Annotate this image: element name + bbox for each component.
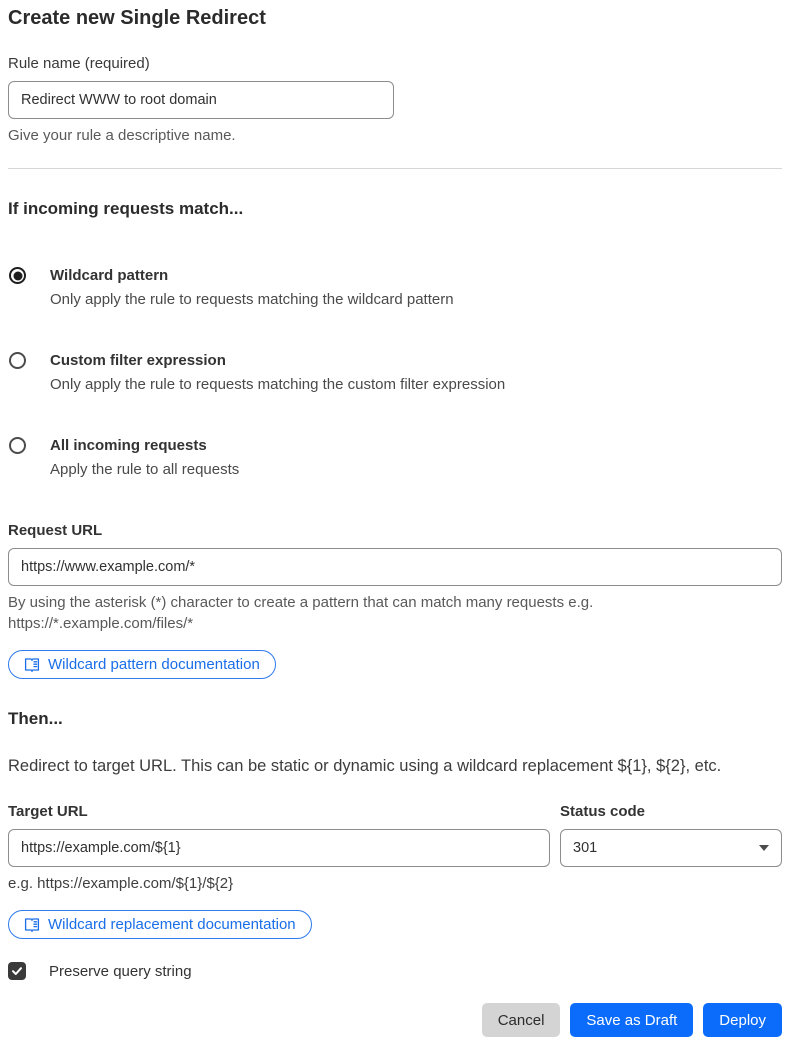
- radio-option-label[interactable]: Custom filter expression: [50, 352, 226, 369]
- target-url-group: [8, 801, 550, 894]
- checkmark-icon: [11, 965, 23, 977]
- match-section-heading: If incoming requests match...: [8, 199, 244, 218]
- match-type-radio-group: [8, 265, 782, 480]
- book-icon: [24, 917, 40, 933]
- deploy-button[interactable]: Deploy: [703, 1003, 782, 1037]
- then-section-heading: Then...: [8, 709, 63, 728]
- radio-option-description: Apply the rule to all requests: [50, 461, 240, 478]
- request-url-helper: [8, 592, 782, 634]
- book-icon: [24, 657, 40, 673]
- radio-option-label[interactable]: Wildcard pattern: [50, 267, 169, 284]
- radio-option-description: Only apply the rule to requests matching the custom filter expression: [50, 376, 506, 393]
- rule-name-helper: Give your rule a descriptive name.: [8, 127, 236, 144]
- wildcard-pattern-docs-label: Wildcard pattern documentation: [48, 656, 260, 673]
- section-divider: [8, 168, 782, 169]
- status-code-select[interactable]: [560, 829, 782, 867]
- wildcard-replacement-docs-button[interactable]: [8, 910, 312, 939]
- target-url-helper: e.g. https://example.com/${1}/${2}: [8, 875, 234, 892]
- target-url-label: Target URL: [8, 803, 88, 820]
- rule-name-group: [8, 53, 782, 146]
- request-url-group: [8, 520, 782, 679]
- page-title: Create new Single Redirect: [8, 7, 266, 29]
- request-url-helper-line1: By using the asterisk (*) character to create a pattern that can match many requests e.g.: [8, 594, 594, 611]
- radio-option-all-requests[interactable]: [8, 435, 782, 480]
- preserve-query-checkbox[interactable]: [8, 962, 26, 980]
- target-row: [8, 801, 782, 894]
- replacement-docs-wrap: [8, 894, 782, 939]
- request-url-helper-line2: https://*.example.com/files/*: [8, 615, 194, 632]
- target-url-input[interactable]: [8, 829, 550, 867]
- preserve-query-label[interactable]: Preserve query string: [49, 962, 192, 980]
- radio-option-wildcard-pattern[interactable]: [8, 265, 782, 310]
- radio-button[interactable]: [9, 352, 26, 369]
- rule-name-label: Rule name (required): [8, 55, 150, 72]
- then-description: Redirect to target URL. This can be static or dynamic using a wildcard replacement ${1}, ${2}, etc.: [8, 757, 722, 775]
- request-url-input[interactable]: [8, 548, 782, 586]
- chevron-down-icon: [759, 845, 769, 851]
- radio-button[interactable]: [9, 267, 26, 284]
- status-code-value: 301: [573, 840, 598, 856]
- footer-actions: [8, 1003, 782, 1037]
- radio-option-label[interactable]: All incoming requests: [50, 437, 207, 454]
- wildcard-pattern-docs-button[interactable]: [8, 650, 276, 679]
- request-url-label: Request URL: [8, 522, 103, 539]
- status-code-label: Status code: [560, 803, 646, 820]
- cancel-button[interactable]: Cancel: [482, 1003, 561, 1037]
- radio-option-description: Only apply the rule to requests matching the wildcard pattern: [50, 291, 454, 308]
- rule-name-input[interactable]: [8, 81, 394, 119]
- save-as-draft-button[interactable]: Save as Draft: [570, 1003, 693, 1037]
- radio-option-custom-filter[interactable]: [8, 350, 782, 395]
- preserve-query-row[interactable]: [8, 962, 782, 980]
- wildcard-replacement-docs-label: Wildcard replacement documentation: [48, 916, 296, 933]
- status-code-group: [560, 801, 782, 894]
- radio-button[interactable]: [9, 437, 26, 454]
